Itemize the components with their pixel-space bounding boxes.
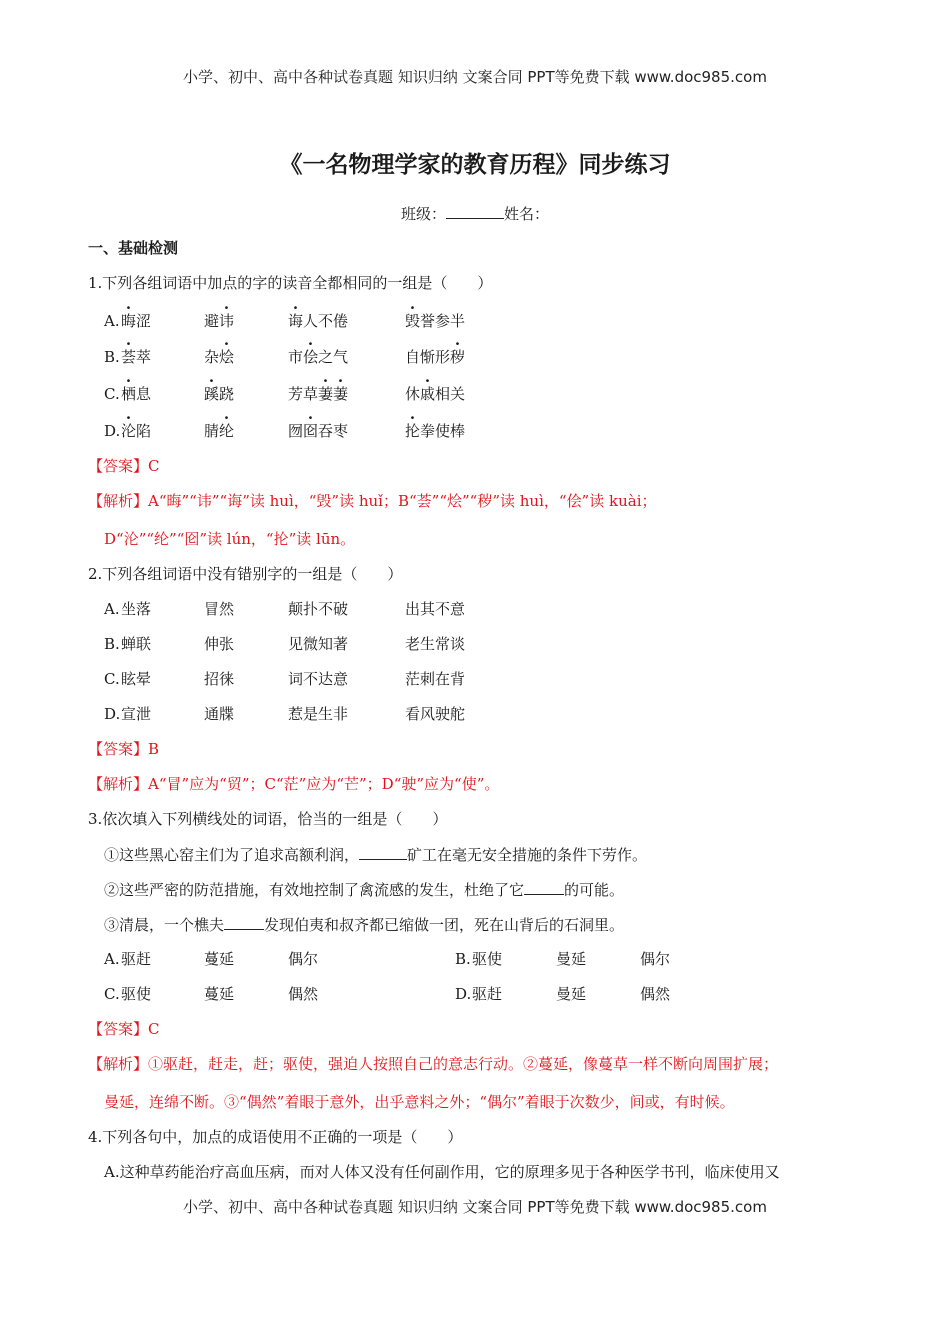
analysis-tag: 【解析】 bbox=[88, 1055, 149, 1073]
section-heading: 一、基础检测 bbox=[88, 239, 179, 257]
q3-c-label: C. bbox=[104, 985, 120, 1003]
q2-c-word2: 招徕 bbox=[204, 670, 235, 688]
q3-b-word1: 驱使 bbox=[472, 950, 503, 968]
q1-d-word1: 沦陷 bbox=[121, 422, 152, 440]
q3-sentence-3 bbox=[104, 914, 624, 935]
sentence-part: 发现伯夷和叔齐都已缩做一团，死在山背后的石洞里。 bbox=[264, 916, 625, 934]
q2-b-word2: 伸张 bbox=[204, 635, 235, 653]
q2-d-word4: 看风驶舵 bbox=[405, 705, 466, 723]
fill-blank bbox=[359, 844, 407, 860]
q3-a-word2: 蔓延 bbox=[204, 950, 235, 968]
analysis-tag: 【解析】 bbox=[88, 492, 149, 510]
q1-d-word3: 囫囵吞枣 bbox=[288, 422, 349, 440]
q1-analysis-1 bbox=[88, 491, 657, 511]
q2-b-word1: 蝉联 bbox=[121, 635, 152, 653]
q2-d-word1: 宣泄 bbox=[121, 705, 152, 723]
q1-d-label: D. bbox=[104, 422, 121, 440]
question-4-stem: 4.下列各句中，加点的成语使用不正确的一项是（ ） bbox=[88, 1128, 463, 1146]
analysis-tag: 【解析】 bbox=[88, 775, 149, 793]
q1-c-word4: 休戚相关 bbox=[405, 385, 466, 403]
q1-b-word4: 自惭形秽 bbox=[405, 348, 466, 366]
q3-d-label: D. bbox=[455, 985, 472, 1003]
q3-d-word3: 偶然 bbox=[640, 985, 671, 1003]
answer-value: C bbox=[148, 457, 160, 475]
fill-blank bbox=[224, 914, 264, 930]
q3-d-word2: 曼延 bbox=[556, 985, 587, 1003]
q2-a-word1: 坐落 bbox=[121, 600, 152, 618]
q1-a-word1: 晦涩 bbox=[121, 312, 152, 330]
q3-a-word3: 偶尔 bbox=[288, 950, 319, 968]
q4-option-a: A.这种草药能治疗高血压病，而对人体又没有任何副作用，它的原理多见于各种医学书刊，临床使用又 bbox=[104, 1163, 780, 1181]
q2-analysis-1 bbox=[88, 774, 499, 794]
question-2-stem: 2.下列各组词语中没有错别字的一组是（ ） bbox=[88, 565, 403, 583]
q1-b-label: B. bbox=[104, 348, 120, 366]
answer-value: C bbox=[148, 1020, 160, 1038]
page-footer: 小学、初中、高中各种试卷真题 知识归纳 文案合同 PPT等免费下载 www.doc985.com bbox=[183, 1198, 767, 1216]
q2-a-word2: 冒然 bbox=[204, 600, 235, 618]
q3-answer bbox=[88, 1019, 160, 1039]
question-1-stem: 1.下列各组词语中加点的字的读音全都相同的一组是（ ） bbox=[88, 274, 493, 292]
q1-b-word1: 荟萃 bbox=[121, 348, 152, 366]
class-label: 班级： bbox=[400, 205, 446, 223]
answer-tag: 【答案】 bbox=[88, 1020, 149, 1038]
analysis-text: A“冒”应为“贸”；C“茫”应为“芒”；D“驶”应为“使”。 bbox=[148, 775, 500, 793]
q2-a-word4: 出其不意 bbox=[405, 600, 466, 618]
answer-tag: 【答案】 bbox=[88, 740, 149, 758]
q1-b-word3: 市侩之气 bbox=[288, 348, 349, 366]
q1-b-word2: 杂烩 bbox=[204, 348, 235, 366]
q2-d-label: D. bbox=[104, 705, 121, 723]
q2-a-label: A. bbox=[104, 600, 120, 618]
q3-analysis-2: 曼延，连绵不断。③“偶然”着眼于意外，出乎意料之外；“偶尔”着眼于次数少，间或，有时候。 bbox=[104, 1093, 735, 1111]
q1-a-label: A. bbox=[104, 312, 120, 330]
q1-d-word2: 腈纶 bbox=[204, 422, 235, 440]
q1-c-label: C. bbox=[104, 385, 120, 403]
q1-c-word1: 栖息 bbox=[121, 385, 152, 403]
class-name-line bbox=[0, 203, 950, 224]
q1-answer bbox=[88, 456, 160, 476]
q3-sentence-2 bbox=[104, 879, 624, 900]
class-blank bbox=[446, 204, 504, 219]
q3-a-label: A. bbox=[104, 950, 120, 968]
q2-b-word3: 见微知著 bbox=[288, 635, 349, 653]
q2-b-word4: 老生常谈 bbox=[405, 635, 466, 653]
q2-b-label: B. bbox=[104, 635, 120, 653]
q1-a-word2: 避讳 bbox=[204, 312, 235, 330]
sentence-part: 的可能。 bbox=[564, 881, 625, 899]
q3-b-word3: 偶尔 bbox=[640, 950, 671, 968]
q3-c-word1: 驱使 bbox=[121, 985, 152, 1003]
q1-a-word4: 毁誉参半 bbox=[405, 312, 466, 330]
q3-analysis-1 bbox=[88, 1054, 778, 1074]
q3-sentence-1 bbox=[104, 844, 647, 865]
question-3-stem: 3.依次填入下列横线处的词语，恰当的一组是（ ） bbox=[88, 810, 448, 828]
q2-c-word3: 词不达意 bbox=[288, 670, 349, 688]
q3-b-word2: 曼延 bbox=[556, 950, 587, 968]
analysis-text: A“晦”“讳”“诲”读 huì，“毁”读 huǐ；B“荟”“烩”“秽”读 huì，“侩”读 kuài； bbox=[148, 492, 657, 510]
q2-c-word4: 茫刺在背 bbox=[405, 670, 466, 688]
sentence-part: ①这些黑心窑主们为了追求高额利润， bbox=[104, 846, 360, 864]
page-header: 小学、初中、高中各种试卷真题 知识归纳 文案合同 PPT等免费下载 www.doc985.com bbox=[183, 68, 767, 86]
sentence-part: ②这些严密的防范措施，有效地控制了禽流感的发生，杜绝了它 bbox=[104, 881, 525, 899]
q3-a-word1: 驱赶 bbox=[121, 950, 152, 968]
sentence-part: ③清晨，一个樵夫 bbox=[104, 916, 225, 934]
sentence-part: 矿工在毫无安全措施的条件下劳作。 bbox=[407, 846, 648, 864]
q2-d-word3: 惹是生非 bbox=[288, 705, 349, 723]
q2-answer bbox=[88, 739, 159, 759]
q1-c-word2: 蹊跷 bbox=[204, 385, 235, 403]
q2-c-word1: 眩晕 bbox=[121, 670, 152, 688]
answer-tag: 【答案】 bbox=[88, 457, 149, 475]
q3-c-word2: 蔓延 bbox=[204, 985, 235, 1003]
q3-b-label: B. bbox=[455, 950, 471, 968]
q1-analysis-2: D“沦”“纶”“囵”读 lún，“抡”读 lūn。 bbox=[104, 530, 356, 548]
page-title: 《一名物理学家的教育历程》同步练习 bbox=[279, 152, 671, 178]
q1-d-word4: 抡拳使棒 bbox=[405, 422, 466, 440]
q1-a-word3: 诲人不倦 bbox=[288, 312, 349, 330]
q3-d-word1: 驱赶 bbox=[472, 985, 503, 1003]
analysis-text: ①驱赶，赶走，赶；驱使，强迫人按照自己的意志行动。②蔓延，像蔓草一样不断向周围扩展； bbox=[148, 1055, 779, 1073]
q2-c-label: C. bbox=[104, 670, 120, 688]
q3-c-word3: 偶然 bbox=[288, 985, 319, 1003]
q1-c-word3: 芳草萋萋 bbox=[288, 385, 349, 403]
fill-blank bbox=[524, 879, 564, 895]
answer-value: B bbox=[148, 740, 160, 758]
name-label: 姓名： bbox=[504, 205, 550, 223]
q2-d-word2: 通牒 bbox=[204, 705, 235, 723]
q2-a-word3: 颠扑不破 bbox=[288, 600, 349, 618]
